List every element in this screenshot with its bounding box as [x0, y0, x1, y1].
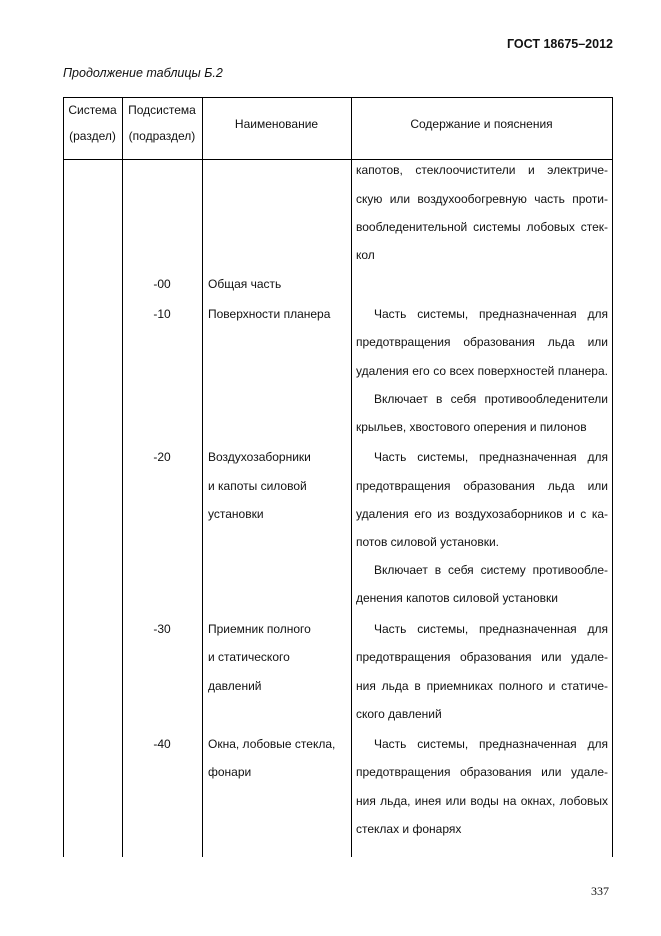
- carryover-line-4: кол: [356, 248, 375, 262]
- page-number: 337: [591, 884, 609, 898]
- header-subsystem: [122, 96, 202, 150]
- row-name-10: Поверхности планера: [208, 307, 331, 321]
- header-content: Содержание и пояснения: [410, 117, 553, 131]
- subsystem-code-40: -40: [153, 737, 171, 751]
- row-30-content-line-4: ского давлений: [356, 707, 442, 721]
- row-name-30-line-2: и статического: [208, 650, 290, 664]
- row-40-content-line-3: ния льда, инея или воды на окнах, лобовых: [356, 794, 608, 808]
- table-left-border: [63, 97, 64, 857]
- row-10-content-line-4: Включает в себя противообледенители: [374, 392, 608, 406]
- row-name-30-line-3: давлений: [208, 679, 262, 693]
- subsystem-code-10: -10: [153, 307, 171, 321]
- carryover-line-1: капотов, стеклоочистители и электриче-: [356, 163, 608, 177]
- header-subsystem-line2: (подраздел): [128, 129, 196, 143]
- carryover-line-2: скую или воздухообогревную часть проти-: [356, 192, 608, 206]
- row-20-content-line-5: Включает в себя систему противообле-: [374, 563, 608, 577]
- subsystem-code-30: -30: [153, 622, 171, 636]
- row-10-content-line-5: крыльев, хвостового оперения и пилонов: [356, 420, 587, 434]
- row-10-content-line-2: предотвращения образования льда или: [356, 335, 608, 349]
- row-20-content-line-6: денения капотов силовой установки: [356, 591, 558, 605]
- column-divider-3: [351, 97, 352, 857]
- row-20-content-line-1: Часть системы, предназначенная для: [374, 450, 608, 464]
- header-system-line1: Система: [68, 103, 117, 117]
- row-10-content-line-1: Часть системы, предназначенная для: [374, 307, 608, 321]
- header-subsystem-line1: Подсистема: [128, 103, 196, 117]
- row-40-content-line-1: Часть системы, предназначенная для: [374, 737, 608, 751]
- table-right-border: [612, 97, 613, 857]
- column-divider-2: [202, 97, 203, 857]
- row-20-content-line-3: удаления его из воздухозаборников и с ка-: [356, 507, 608, 521]
- header-name: Наименование: [234, 117, 319, 131]
- row-name-40-line-1: Окна, лобовые стекла,: [208, 737, 336, 751]
- row-40-content-line-2: предотвращения образования или удале-: [356, 765, 608, 779]
- row-20-content-line-4: потов силовой установки.: [356, 535, 499, 549]
- standard-number: ГОСТ 18675–2012: [507, 37, 613, 51]
- subsystem-code-00: -00: [153, 277, 171, 291]
- row-10-content-line-3: удаления его со всех поверхностей планера.: [356, 364, 608, 378]
- subsystem-code-20: -20: [153, 450, 171, 464]
- carryover-line-3: вообледенительной системы лобовых стек-: [356, 220, 608, 234]
- header-system: [63, 96, 122, 150]
- row-30-content-line-1: Часть системы, предназначенная для: [374, 622, 608, 636]
- table-continuation-caption: Продолжение таблицы Б.2: [63, 66, 223, 80]
- row-20-content-line-2: предотвращения образования льда или: [356, 479, 608, 493]
- row-40-content-line-4: стеклах и фонарях: [356, 822, 462, 836]
- row-name-20-line-1: Воздухозаборники: [208, 450, 311, 464]
- row-30-content-line-2: предотвращения образования или удале-: [356, 650, 608, 664]
- header-system-line2: (раздел): [69, 129, 116, 143]
- row-name-30-line-1: Приемник полного: [208, 622, 311, 636]
- row-30-content-line-3: ния льда в приемниках полного и статиче-: [356, 679, 608, 693]
- row-name-20-line-2: и капоты силовой: [208, 479, 307, 493]
- row-name-00: Общая часть: [208, 277, 282, 291]
- row-name-40-line-2: фонари: [208, 765, 252, 779]
- row-name-20-line-3: установки: [208, 507, 264, 521]
